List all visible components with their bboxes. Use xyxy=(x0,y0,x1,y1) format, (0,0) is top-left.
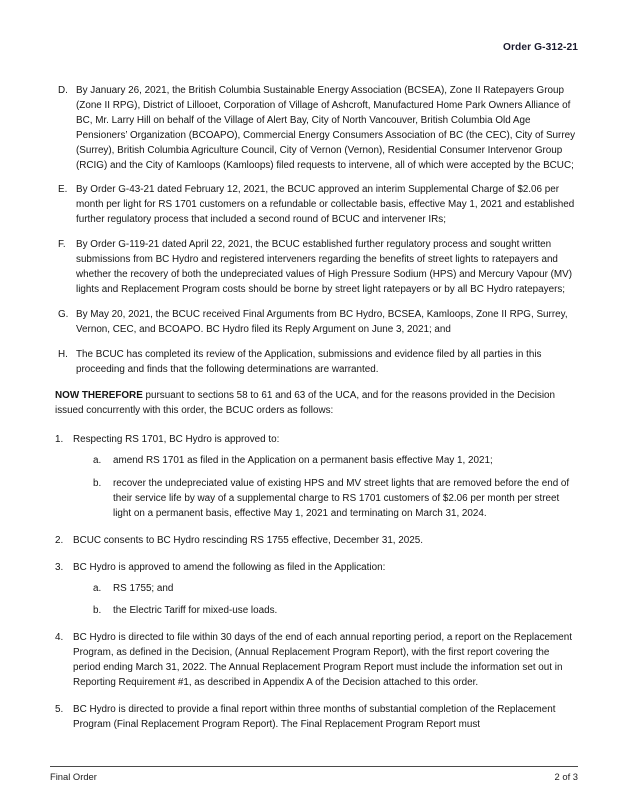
now-therefore-lead: NOW THEREFORE xyxy=(55,390,143,402)
order-subitem-marker: b. xyxy=(93,478,102,490)
order-marker: 1. xyxy=(55,434,64,446)
order-subitem-text: the Electric Tariff for mixed-use loads. xyxy=(113,605,278,617)
order-marker: 5. xyxy=(55,704,64,715)
order-text: Respecting RS 1701, BC Hydro is approved to: xyxy=(73,434,280,446)
order-item xyxy=(0,703,624,733)
order-text: BC Hydro is directed to file within 30 days of the end of each annual reporting period, a report on the Replacement Program, as defined in the Decision, (Annual Replacement Program Report), with the first report covering the period ending March 31, 2022. The Annual Replacement Program Report must include the information set out in Reporting Requirement #1, as described in Appendix A of the Decision attached to this order. xyxy=(73,632,572,689)
recital-text: By Order G-119-21 dated April 22, 2021, the BCUC established further regulatory process and sought written submissions from BC Hydro and registered interveners regarding the benefits of street lights to ratepayers and whether the recovery of both the undepreciated values of High Pressure Sodium (HPS) and Mercury Vapour (MV) lights and Replacement Program costs should be borne by street light ratepayers or by all BC Hydro ratepayers; xyxy=(76,239,573,295)
order-subitem xyxy=(0,604,624,619)
now-therefore-rest: pursuant to sections 58 to 61 and 63 of the UCA, and for the reasons provided in the Decision issued concurrently with this order, the BCUC orders as follows: xyxy=(55,390,556,417)
recital-item xyxy=(0,183,624,228)
recital-marker: E. xyxy=(58,184,68,196)
order-subitem xyxy=(0,582,624,597)
order-marker: 4. xyxy=(55,632,64,644)
recital-marker: G. xyxy=(58,308,69,320)
recital-marker: H. xyxy=(58,348,68,360)
recital-marker: D. xyxy=(58,85,68,96)
recital-item xyxy=(0,348,624,378)
page-footer xyxy=(50,771,578,782)
footer-page-number: 2 of 3 xyxy=(554,771,578,782)
now-therefore-paragraph xyxy=(0,389,624,419)
order-marker: 2. xyxy=(55,534,64,546)
order-item xyxy=(0,631,624,691)
footer-divider xyxy=(50,766,578,767)
recital-text: By Order G-43-21 dated February 12, 2021, the BCUC approved an interim Supplemental Charge of $2.06 per month per light for RS 1701 customers on a refundable or collectable basis, effective May 1, 2021 and established further regulatory process that included a second round of BCUC and intervener IRs; xyxy=(76,184,575,226)
recital-item xyxy=(0,238,624,298)
recital-marker: F. xyxy=(58,239,66,251)
recital-text: The BCUC has completed its review of the Application, submissions and evidence filed by all parties in this proceeding and finds that the following determinations are warranted. xyxy=(76,348,542,375)
footer-left-label: Final Order xyxy=(50,771,97,782)
order-subitem xyxy=(0,454,624,469)
order-item xyxy=(0,561,624,576)
recital-item xyxy=(0,84,624,173)
order-subitem-marker: a. xyxy=(93,582,102,594)
page-header-order-number: Order G-312-21 xyxy=(502,42,578,53)
order-subitem-marker: a. xyxy=(93,455,102,467)
order-subitem-text: amend RS 1701 as filed in the Application on a permanent basis effective May 1, 2021; xyxy=(113,455,493,467)
recital-item xyxy=(0,308,624,338)
recital-text: By January 26, 2021, the British Columbia Sustainable Energy Association (BCSEA), Zone II Ratepayers Group (Zone II RPG), District of Lillooet, Corporation of Village of Ashcroft, Manufactured Home Park Owners Alliance of BC, Mr. Larry Hill on behalf of the Village of Alert Bay, City of North Vancouver, British Columbia Old Age Pensioners’ Organization (BCOAPO), Commercial Energy Consumers Association of BC (the CEC), City of Surrey (Surrey), British Columbia Agriculture Council, City of Vernon (Vernon), Residential Consumer Intervenor Group (RCIG) and the City of Kamloops (Kamloops) filed requests to intervene, all of which were accepted by the BCUC; xyxy=(76,85,576,171)
order-subitem-text: recover the undepreciated value of existing HPS and MV street lights that are removed before the end of their service life by way of a supplemental charge to RS 1701 customers of $2.06 per month per street light on a permanent basis, effective May 1, 2021 and terminating on March 31, 2024. xyxy=(113,478,570,519)
order-subitem-text: RS 1755; and xyxy=(113,582,174,594)
order-text: BCUC consents to BC Hydro rescinding RS 1755 effective, December 31, 2025. xyxy=(73,534,424,546)
order-item xyxy=(0,534,624,549)
order-item xyxy=(0,433,624,448)
order-text: BC Hydro is directed to provide a final report within three months of substantial completion of the Replacement Program (Final Replacement Program Report). The Final Replacement Program Report must xyxy=(73,704,556,730)
recital-text: By May 20, 2021, the BCUC received Final Arguments from BC Hydro, BCSEA, Kamloops, Zone II RPG, Surrey, Vernon, CEC, and BCOAPO. BC Hydro filed its Reply Argument on June 3, 2021; and xyxy=(76,308,568,335)
order-text: BC Hydro is approved to amend the following as filed in the Application: xyxy=(73,561,386,573)
document-body xyxy=(0,84,624,743)
order-subitem-marker: b. xyxy=(93,605,102,617)
order-subitem xyxy=(0,477,624,522)
order-marker: 3. xyxy=(55,561,64,573)
